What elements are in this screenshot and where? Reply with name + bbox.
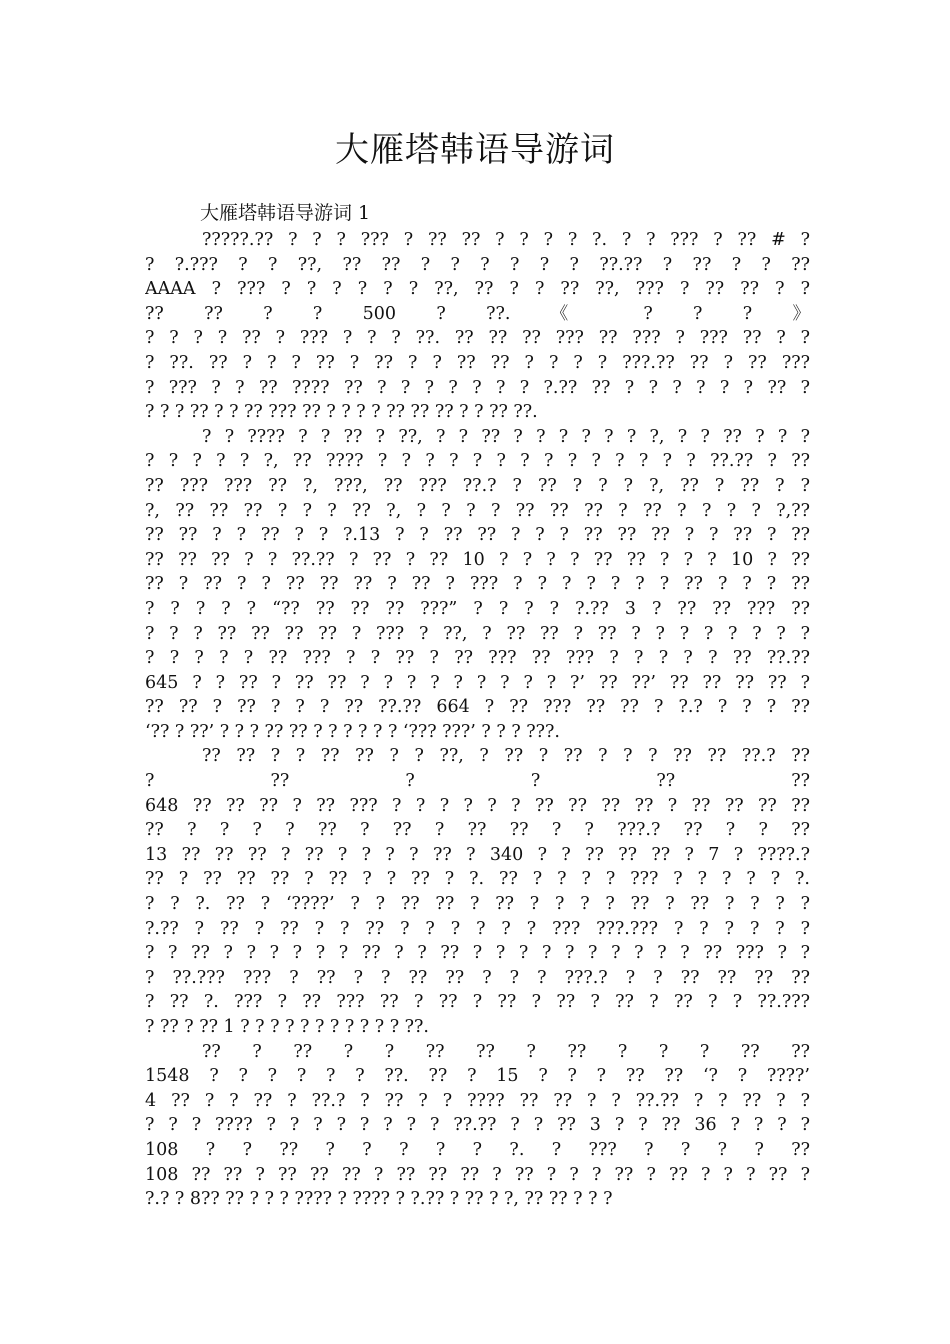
text-line: ? ? ? ? ? ?, ?? ???? ? ? ? ? ? ? ? ? ? ? ? ? ? ? ??.?? ? ?? bbox=[145, 451, 810, 472]
text-line: ?? ?? ? ? ?? ? ? ?.13 ? ? ?? ?? ? ? ? ?? ?? ?? ? ? ?? ? ?? bbox=[145, 525, 810, 546]
text-line: ? ? ? ? ? “?? ?? ?? ?? ???” ? ? ? ? ?.?? 3 ? ?? ?? ??? ?? bbox=[145, 598, 810, 619]
text-line: AAAA ? ??? ? ? ? ? ? ? ??, ?? ? ? ?? ??, ??? ? ?? ?? ? ? bbox=[145, 279, 810, 300]
text-line: ? ? ? ?? ? ? ?? ??? ?? ? ? ? ? ?? ?? ?? ? ? ?? ??. bbox=[145, 402, 538, 423]
text-line: ?.?? ? ?? ? ?? ? ? ?? ? ? ? ? ? ? ??? ???.??? ? ? ? ? ? ? bbox=[145, 918, 810, 939]
text-line: 108 ? ? ?? ? ? ? ? ? ?. ? ??? ? ? ? ? ?? bbox=[145, 1139, 810, 1160]
text-line: ? ??. ?? ? ? ? ?? ? ?? ? ? ?? ?? ? ? ? ? ???.?? ?? ? ?? ??? bbox=[145, 352, 810, 373]
text-line: ? ?? ? ? ?? ?? bbox=[145, 771, 810, 792]
text-line: ?? ? ? ? ? ?? ? ?? ? ?? ?? ? ? ???.? ?? ? ? ?? bbox=[145, 820, 810, 841]
text-line: ? ??? ? ? ?? ???? ?? ? ? ? ? ? ? ? ?.?? ?? ? ? ? ? ? ? ?? ? bbox=[145, 377, 810, 398]
text-line: ‘?? ? ??’ ? ? ? ?? ?? ? ? ? ? ? ? ‘??? ???’ ? ? ? ???. bbox=[145, 721, 560, 742]
paragraph bbox=[145, 425, 810, 745]
text-line: ?? ?? ?? ? ? ??.?? ? ?? ? ?? 10 ? ? ? ? ?? ?? ? ? ? 10 ? ?? bbox=[145, 549, 810, 570]
text-line: ? ?? ?. ??? ? ?? ??? ?? ? ?? ? ?? ? ?? ? ?? ? ?? ? ? ??.??? bbox=[145, 992, 810, 1013]
text-line: ?? ??? ??? ?? ?, ???, ?? ??? ??.? ? ?? ? ? ? ?, ?? ? ?? ? ? bbox=[145, 475, 810, 496]
document-subtitle: 大雁塔韩语导游词 1 bbox=[200, 202, 371, 224]
text-line: ? ? ???? ? ? ?? ? ??, ? ? ?? ? ? ? ? ? ? ?, ? ? ?? ? ? ? bbox=[202, 426, 810, 447]
text-line: 108 ?? ?? ? ?? ?? ?? ? ?? ?? ?? ? ?? ? ? ? ?? ? ?? ? ? ? ?? ? bbox=[145, 1164, 810, 1185]
text-line: ?? ? ?? ? ? ?? ?? ?? ? ?? ? ??? ? ? ? ? ? ? ? ?? ? ? ? ?? bbox=[145, 574, 810, 595]
text-line: ?? ?? ? ? ?? ?? ? ? ??, ? ?? ? ?? ? ? ? ?? ?? ??.? ?? bbox=[202, 746, 810, 767]
text-line: ?? ? ?? ?? ?? ? ?? ? ? ?? ? ?. ?? ? ? ? ? ??? ? ? ? ? ? ?. bbox=[145, 869, 810, 890]
text-line: ?????.?? ? ? ? ??? ? ?? ?? ? ? ? ? ?. ? ? ??? ? ?? # ? bbox=[202, 230, 810, 250]
text-line: ? ? ? ? ?? ? ??? ? ? ? ??. ?? ?? ?? ??? ?? ??? ? ??? ?? ? ? bbox=[145, 328, 810, 349]
paragraph bbox=[145, 1040, 810, 1212]
text-line: 1548 ? ? ? ? ? ? ??. ?? ? 15 ? ? ? ?? ?? ‘? ? ????’ bbox=[145, 1066, 810, 1087]
text-line: ? ??.??? ??? ? ?? ? ? ?? ?? ? ? ? ???.? ? ? ?? ?? ?? ?? bbox=[145, 967, 810, 988]
text-line: 4 ?? ? ? ?? ? ??.? ? ?? ? ? ???? ?? ?? ? ? ??.?? ? ? ?? ? ? bbox=[145, 1090, 810, 1111]
document-title: 大雁塔韩语导游词 bbox=[335, 130, 615, 170]
text-line: ?? ?? ? ? 500 ? ??. 《 ? ? ? 》 bbox=[145, 303, 810, 324]
text-line: ? ? ? ???? ? ? ? ? ? ? ? ? ??.?? ? ? ?? 3 ? ? ?? 36 ? ? ? ? bbox=[145, 1115, 810, 1136]
text-line: ?? ? ?? ? ? ?? ?? ? ?? ? ? ? ?? ?? bbox=[202, 1041, 810, 1062]
text-line: ? ?? ? ?? 1 ? ? ? ? ? ? ? ? ? ? ? ??. bbox=[145, 1017, 429, 1037]
text-line: 648 ?? ?? ?? ? ?? ??? ? ? ? ? ? ? ?? ?? ?? ?? ? ?? ?? ?? ?? bbox=[145, 795, 810, 816]
text-line: 645 ? ? ?? ? ?? ?? ? ? ? ? ? ? ? ? ? ?’ ?? ??’ ?? ?? ?? ?? ? bbox=[145, 672, 810, 693]
text-line: ? ? ? ?? ?? ?? ?? ? ??? ? ??, ? ?? ?? ? ?? ? ? ? ? ? ? ? ? bbox=[145, 623, 810, 644]
text-line: ?.? ? 8?? ?? ? ? ? ???? ? ???? ? ?.?? ? ?? ? ?, ?? ?? ? ? ? bbox=[145, 1189, 613, 1210]
text-line: ?, ?? ?? ?? ? ? ? ?? ?, ? ? ? ? ?? ?? ?? ? ?? ? ? ? ? ?,?? bbox=[145, 500, 810, 521]
text-line: ? ? ? ? ? ?? ??? ? ? ?? ? ?? ??? ?? ??? ? ? ? ? ? ?? ??.?? bbox=[145, 648, 810, 669]
text-line: ?? ?? ? ?? ? ? ? ?? ??.?? 664 ? ?? ??? ?? ?? ? ?.? ? ? ? ?? bbox=[145, 697, 810, 718]
text-line: ? ?.??? ? ? ??, ?? ?? ? ? ? ? ? ? ??.?? ? ?? ? ? ?? bbox=[145, 254, 810, 275]
text-line: 13 ?? ?? ?? ? ?? ? ? ? ? ?? ? 340 ? ? ?? ?? ?? ? 7 ? ????.? bbox=[145, 844, 810, 865]
text-line: ? ? ?. ?? ? ‘????’ ? ? ?? ?? ? ?? ? ? ? ? ?? ? ?? ? ? ? ? bbox=[145, 894, 810, 915]
paragraph bbox=[145, 228, 810, 425]
document-body bbox=[145, 228, 810, 1212]
paragraph bbox=[145, 744, 810, 1039]
text-line: ? ? ?? ? ? ? ? ? ? ?? ? ? ?? ? ? ? ? ? ? ? ? ? ? ?? ??? ? ? bbox=[145, 943, 810, 964]
